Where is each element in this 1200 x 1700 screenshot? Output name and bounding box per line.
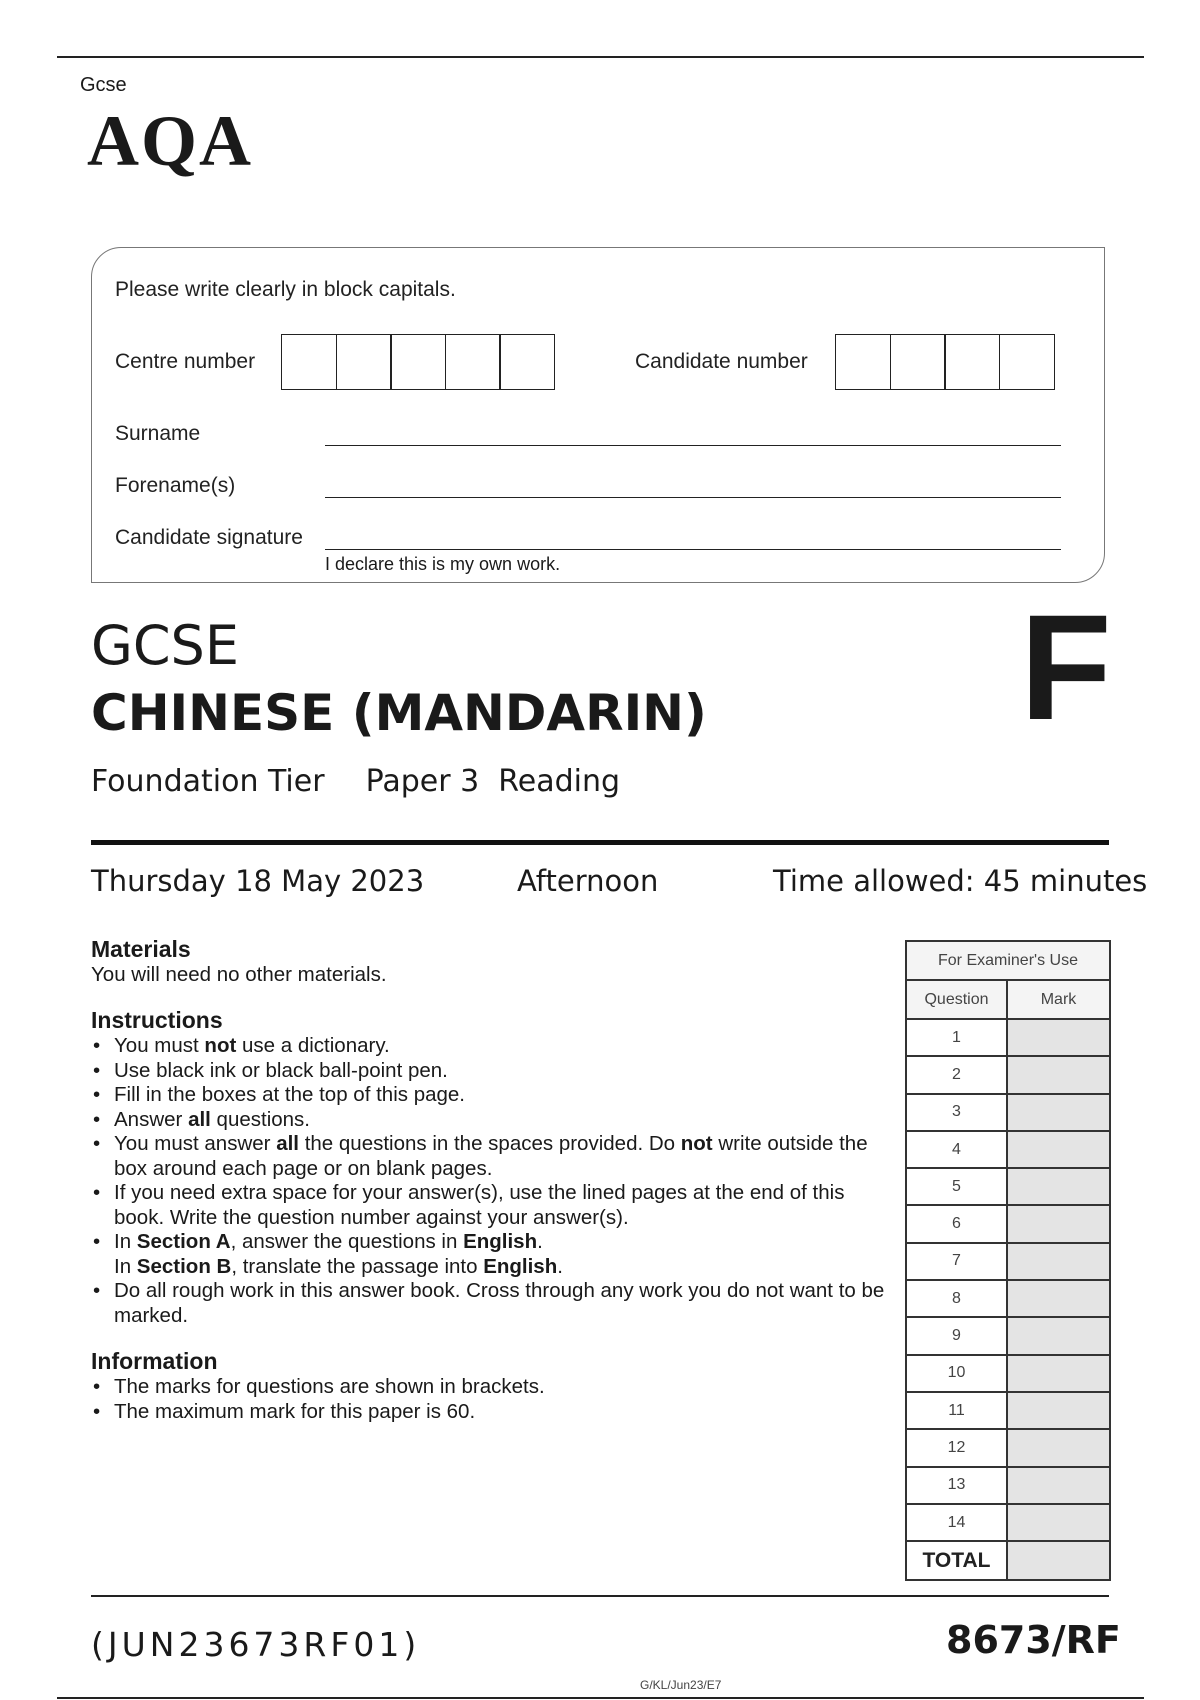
forenames-field[interactable]	[325, 497, 1061, 498]
mark-cell	[1007, 1019, 1110, 1056]
tier-letter: F	[1020, 583, 1112, 751]
declaration-text: I declare this is my own work.	[325, 554, 561, 574]
candidate-digit-box[interactable]	[835, 334, 891, 390]
table-row	[906, 1019, 1110, 1056]
top-rule	[57, 56, 1144, 58]
exam-session: Afternoon	[517, 864, 659, 898]
question-number-cell: 6	[906, 1205, 1007, 1242]
centre-digit-box[interactable]	[499, 334, 555, 390]
centre-digit-box[interactable]	[445, 334, 501, 390]
examiner-table-title: For Examiner's Use	[906, 941, 1110, 980]
tier-label: Foundation Tier	[91, 764, 325, 799]
mark-cell	[1007, 1504, 1110, 1541]
table-row	[906, 1056, 1110, 1093]
information-heading: Information	[91, 1348, 218, 1374]
mark-cell	[1007, 1392, 1110, 1429]
centre-number-label: Centre number	[115, 350, 256, 373]
tier-paper-line	[91, 764, 620, 799]
table-row	[906, 1467, 1110, 1504]
forenames-label: Forename(s)	[115, 474, 236, 497]
candidate-number-label: Candidate number	[635, 350, 808, 373]
table-row	[906, 1205, 1110, 1242]
bottom-rule	[91, 1595, 1109, 1597]
question-number-cell: 1	[906, 1019, 1007, 1056]
question-number-cell: 9	[906, 1317, 1007, 1354]
total-mark-cell	[1007, 1541, 1110, 1580]
candidate-details-box	[91, 247, 1105, 583]
header-small-label: Gcse	[80, 74, 127, 96]
signature-field[interactable]	[325, 549, 1061, 550]
mark-cell	[1007, 1056, 1110, 1093]
table-row	[906, 1168, 1110, 1205]
list-item: • Use black ink or black ball-point pen.	[91, 1059, 891, 1084]
surname-field[interactable]	[325, 445, 1061, 446]
table-row	[906, 1280, 1110, 1317]
barcode-code: (JUN23673RF01)	[91, 1625, 421, 1664]
list-item: • You must not use a dictionary.	[91, 1034, 891, 1059]
instructions-heading: Instructions	[91, 1007, 223, 1033]
question-number-cell: 11	[906, 1392, 1007, 1429]
list-item: • Do all rough work in this answer book. Cross through any work you do not want to be marked.	[91, 1279, 891, 1328]
table-row	[906, 1094, 1110, 1131]
question-column-header: Question	[906, 980, 1007, 1019]
paper-code: 8673/RF	[946, 1618, 1121, 1662]
question-number-cell: 4	[906, 1131, 1007, 1168]
question-number-cell: 10	[906, 1355, 1007, 1392]
list-item: • Fill in the boxes at the top of this page.	[91, 1083, 891, 1108]
paper-label: Paper 3 Reading	[365, 764, 621, 799]
table-row	[906, 1429, 1110, 1466]
subject-title: CHINESE (MANDARIN)	[91, 684, 707, 742]
table-row	[906, 1504, 1110, 1541]
centre-digit-box[interactable]	[336, 334, 392, 390]
list-item: • In Section A, answer the questions in English. In Section B, translate the passage into English.	[91, 1230, 891, 1279]
block-capitals-instruction: Please write clearly in block capitals.	[115, 278, 456, 301]
page-bottom-rule	[57, 1697, 1144, 1699]
candidate-digit-box[interactable]	[999, 334, 1055, 390]
centre-number-boxes	[281, 334, 555, 390]
question-number-cell: 12	[906, 1429, 1007, 1466]
mark-cell	[1007, 1317, 1110, 1354]
title-rule	[91, 840, 1109, 845]
mark-column-header: Mark	[1007, 980, 1110, 1019]
centre-digit-box[interactable]	[390, 334, 446, 390]
question-number-cell: 2	[906, 1056, 1007, 1093]
materials-text: You will need no other materials.	[91, 963, 387, 986]
instructions-list	[91, 1034, 891, 1328]
total-label: TOTAL	[906, 1541, 1007, 1580]
table-row	[906, 1392, 1110, 1429]
candidate-digit-box[interactable]	[944, 334, 1000, 390]
table-row	[906, 1131, 1110, 1168]
signature-label: Candidate signature	[115, 526, 303, 549]
mark-cell	[1007, 1094, 1110, 1131]
list-item: • If you need extra space for your answer(s), use the lined pages at the end of this book. Write the question number against your answer(s).	[91, 1181, 891, 1230]
list-item: • The maximum mark for this paper is 60.	[91, 1400, 891, 1425]
candidate-number-boxes	[835, 334, 1055, 390]
table-row	[906, 1317, 1110, 1354]
mark-cell	[1007, 1467, 1110, 1504]
mark-cell	[1007, 1205, 1110, 1242]
mark-cell	[1007, 1355, 1110, 1392]
question-number-cell: 8	[906, 1280, 1007, 1317]
mark-cell	[1007, 1429, 1110, 1466]
list-item: • The marks for questions are shown in brackets.	[91, 1375, 891, 1400]
table-row	[906, 1243, 1110, 1280]
information-list	[91, 1375, 891, 1424]
instructions-column	[91, 936, 891, 1424]
question-number-cell: 5	[906, 1168, 1007, 1205]
table-row	[906, 1355, 1110, 1392]
centre-digit-box[interactable]	[281, 334, 337, 390]
qualification-title: GCSE	[91, 614, 239, 677]
exam-date: Thursday 18 May 2023	[91, 864, 425, 898]
question-number-cell: 3	[906, 1094, 1007, 1131]
mark-cell	[1007, 1168, 1110, 1205]
time-allowed: Time allowed: 45 minutes	[773, 864, 1148, 898]
list-item: • You must answer all the questions in the spaces provided. Do not write outside the box around each page or on blank pages.	[91, 1132, 891, 1181]
question-number-cell: 13	[906, 1467, 1007, 1504]
aqa-logo: AQA	[87, 101, 253, 181]
mark-cell	[1007, 1243, 1110, 1280]
surname-label: Surname	[115, 422, 201, 445]
footer-reference: G/KL/Jun23/E7	[640, 1678, 722, 1692]
question-number-cell: 7	[906, 1243, 1007, 1280]
examiner-use-table	[905, 940, 1111, 1581]
candidate-digit-box[interactable]	[890, 334, 946, 390]
list-item: • Answer all questions.	[91, 1108, 891, 1133]
mark-cell	[1007, 1131, 1110, 1168]
question-number-cell: 14	[906, 1504, 1007, 1541]
mark-cell	[1007, 1280, 1110, 1317]
materials-heading: Materials	[91, 936, 191, 962]
